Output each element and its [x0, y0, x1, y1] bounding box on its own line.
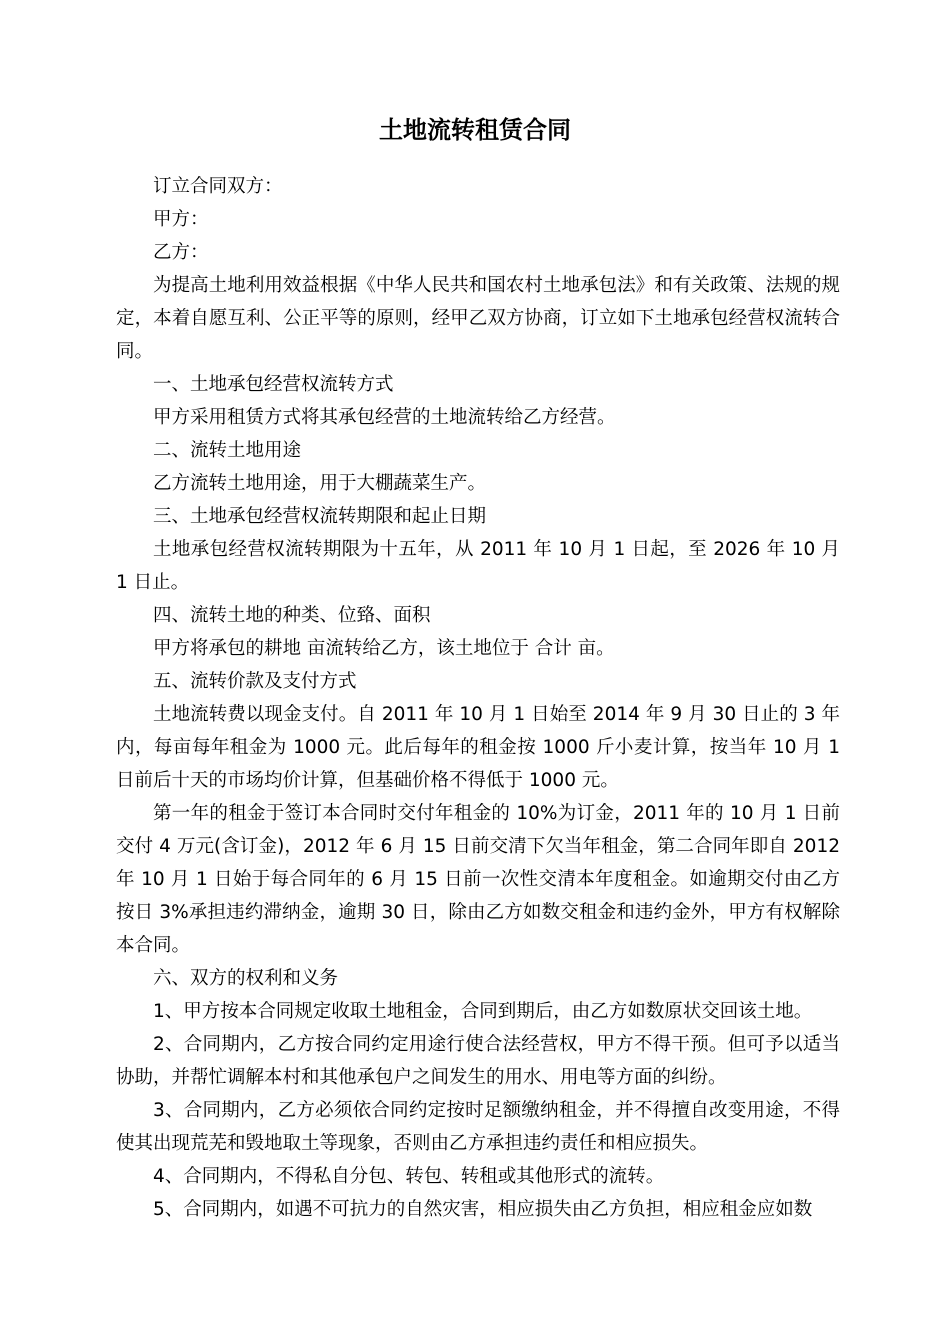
paragraph: 甲方采用租赁方式将其承包经营的土地流转给乙方经营。 [153, 407, 616, 428]
section-heading-4: 四、流转土地的种类、位臵、面积 [153, 605, 431, 626]
clause-item: 1、甲方按本合同规定收取土地租金，合同到期后，由乙方如数原状交回该土地。 [153, 1001, 813, 1022]
paragraph-parties-intro: 订立合同双方： [153, 176, 283, 197]
document-body [116, 170, 840, 1226]
paragraph-party-a: 甲方： [153, 209, 209, 230]
section-heading-6: 六、双方的权利和义务 [153, 968, 339, 989]
clause-item: 4、合同期内，不得私自分包、转包、转租或其他形式的流转。 [153, 1166, 665, 1187]
document-title: 土地流转租赁合同 [379, 116, 571, 144]
section-heading-2: 二、流转土地用途 [153, 440, 302, 461]
paragraph-preamble: 为提高土地利用效益根据《中华人民共和国农村土地承包法》和有关政策、法规的规定，本着自愿互利、公正平等的原则，经甲乙双方协商，订立如下土地承包经营权流转合同。 [116, 275, 840, 362]
section-heading-1: 一、土地承包经营权流转方式 [153, 374, 394, 395]
clause-item: 2、合同期内，乙方按合同约定用途行使合法经营权，甲方不得干预。但可予以适当协助，并帮忙调解本村和其他承包户之间发生的用水、用电等方面的纠纷。 [116, 1034, 840, 1088]
paragraph: 土地承包经营权流转期限为十五年，从 2011 年 10 月 1 日起，至 2026 年 10 月 1 日止。 [116, 539, 840, 593]
clause-item: 3、合同期内，乙方必须依合同约定按时足额缴纳租金，并不得擅自改变用途，不得使其出现荒芜和毁地取土等现象，否则由乙方承担违约责任和相应损失。 [116, 1100, 840, 1154]
paragraph-party-b: 乙方： [153, 242, 209, 263]
paragraph: 甲方将承包的耕地 亩流转给乙方，该土地位于 合计 亩。 [153, 638, 615, 659]
section-heading-3: 三、土地承包经营权流转期限和起止日期 [153, 506, 487, 527]
clause-item: 5、合同期内，如遇不可抗力的自然灾害，相应损失由乙方负担，相应租金应如数 [153, 1199, 813, 1220]
section-heading-5: 五、流转价款及支付方式 [153, 671, 357, 692]
paragraph: 乙方流转土地用途，用于大棚蔬菜生产。 [153, 473, 487, 494]
paragraph: 第一年的租金于签订本合同时交付年租金的 10%为订金，2011 年的 10 月 1 日前交付 4 万元(含订金)，2012 年 6 月 15 日前交清下欠当年租金，第二合同年即自 2012 年 10 月 1 日始于每合同年的 6 月 15 日前一次性交清本年度租金。如逾期交付由乙方按日 3%承担违约滞纳金，逾期 30 日，除由乙方如数交租金和违约金外，甲方有权解除本合同。 [116, 803, 840, 956]
paragraph: 土地流转费以现金支付。自 2011 年 10 月 1 日始至 2014 年 9 月 30 日止的 3 年内，每亩每年租金为 1000 元。此后每年的租金按 1000 斤小麦计算，按当年 10 月 1 日前后十天的市场均价计算，但基础价格不得低于 1000 元。 [116, 704, 840, 791]
